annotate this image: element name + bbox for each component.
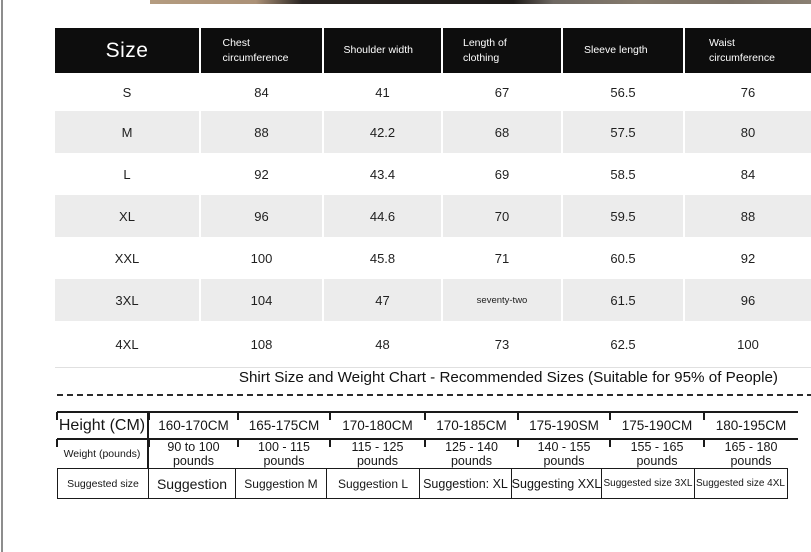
sleeve-value: 59.5 [561,195,683,237]
col-header-chest: Chest circumference [199,28,322,73]
size-row-3xl [55,279,811,321]
sleeve-value: 56.5 [561,73,683,111]
length-value: 73 [441,321,561,367]
size-label: S [122,84,132,100]
height-range: 175-190CM [610,411,704,438]
height-range: 180-195CM [704,411,798,438]
scan-edge-line [1,0,3,552]
size-row-4xl [55,321,811,368]
suggested-size: Suggestion L [326,468,421,499]
shoulder-value: 43.4 [322,153,441,195]
weight-range: 140 - 155 pounds [518,438,610,468]
size-row-l [55,153,811,195]
height-range: 175-190SM [518,411,610,438]
height-range: 170-180CM [330,411,425,438]
suggested-size: Suggesting XXL [511,468,603,499]
shoulder-value: 41 [322,73,441,111]
scan-top-strip [150,0,811,4]
weight-range: 155 - 165 pounds [610,438,704,468]
size-label: L [123,166,131,182]
sleeve-value: 60.5 [561,237,683,279]
col-header-sleeve: Sleeve length [561,28,683,73]
sleeve-value: 61.5 [561,279,683,321]
chest-value: 84 [199,73,322,111]
chest-value: 92 [199,153,322,195]
weight-row [57,438,798,468]
size-row-xl [55,195,811,237]
size-label: XXL [114,250,140,266]
height-row [57,411,798,438]
sleeve-value: 58.5 [561,153,683,195]
size-label: 3XL [55,279,199,321]
waist-value: 76 [683,73,811,111]
waist-value: 100 [683,321,811,367]
weight-range: 125 - 140 pounds [425,438,518,468]
shoulder-value: 47 [322,279,441,321]
length-value: 68 [441,111,561,153]
waist-value: 84 [683,153,811,195]
size-row-xxl [55,237,811,279]
size-label: 4XL [115,336,139,352]
size-row-m [55,111,811,153]
chest-value: 96 [199,195,322,237]
sleeve-value: 57.5 [561,111,683,153]
length-value: 71 [441,237,561,279]
suggestion-row [57,468,798,499]
height-range: 170-185CM [425,411,518,438]
col-header-length: Length of clothing [441,28,561,73]
col-header-shoulder: Shoulder width [322,28,441,73]
size-row-s [55,73,811,111]
waist-value: 88 [683,195,811,237]
height-range: 165-175CM [238,411,330,438]
suggested-size: Suggested size 4XL [694,468,788,499]
weight-range: 115 - 125 pounds [330,438,425,468]
suggestion-row-label: Suggested size [57,468,149,499]
chart-caption: Shirt Size and Weight Chart - Recommended Sizes (Suitable for 95% of People) [238,369,778,386]
height-weight-fit-table [57,411,798,499]
col-header-size: Size [55,28,199,73]
chest-value: 100 [199,237,322,279]
shoulder-value: 42.2 [322,111,441,153]
weight-row-label: Weight (pounds) [57,438,149,468]
size-measurement-table [55,28,811,368]
col-header-waist: Waist circumference [683,28,811,73]
chest-value: 104 [199,279,322,321]
shoulder-value: 44.6 [322,195,441,237]
size-label: XL [55,195,199,237]
length-value: 67 [441,73,561,111]
waist-value: 80 [683,111,811,153]
weight-range: 100 - 115 pounds [238,438,330,468]
height-row-label: Height (CM) [57,411,149,438]
size-table-header-row [55,28,811,73]
height-range: 160-170CM [149,411,238,438]
shoulder-value: 48 [322,321,441,367]
shoulder-value: 45.8 [322,237,441,279]
chest-value: 88 [199,111,322,153]
size-label: M [55,111,199,153]
waist-value: 96 [683,279,811,321]
suggested-size: Suggested size 3XL [601,468,695,499]
sleeve-value: 62.5 [561,321,683,367]
suggested-size: Suggestion [148,468,237,499]
waist-value: 92 [683,237,811,279]
dashed-divider [57,394,811,396]
weight-range: 90 to 100 pounds [149,438,238,468]
length-value: 69 [441,153,561,195]
length-value: 70 [441,195,561,237]
weight-range: 165 - 180 pounds [704,438,798,468]
chest-value: 108 [199,321,322,367]
suggested-size: Suggestion M [235,468,327,499]
length-value: seventy-two [441,279,561,321]
suggested-size: Suggestion: XL [419,468,512,499]
